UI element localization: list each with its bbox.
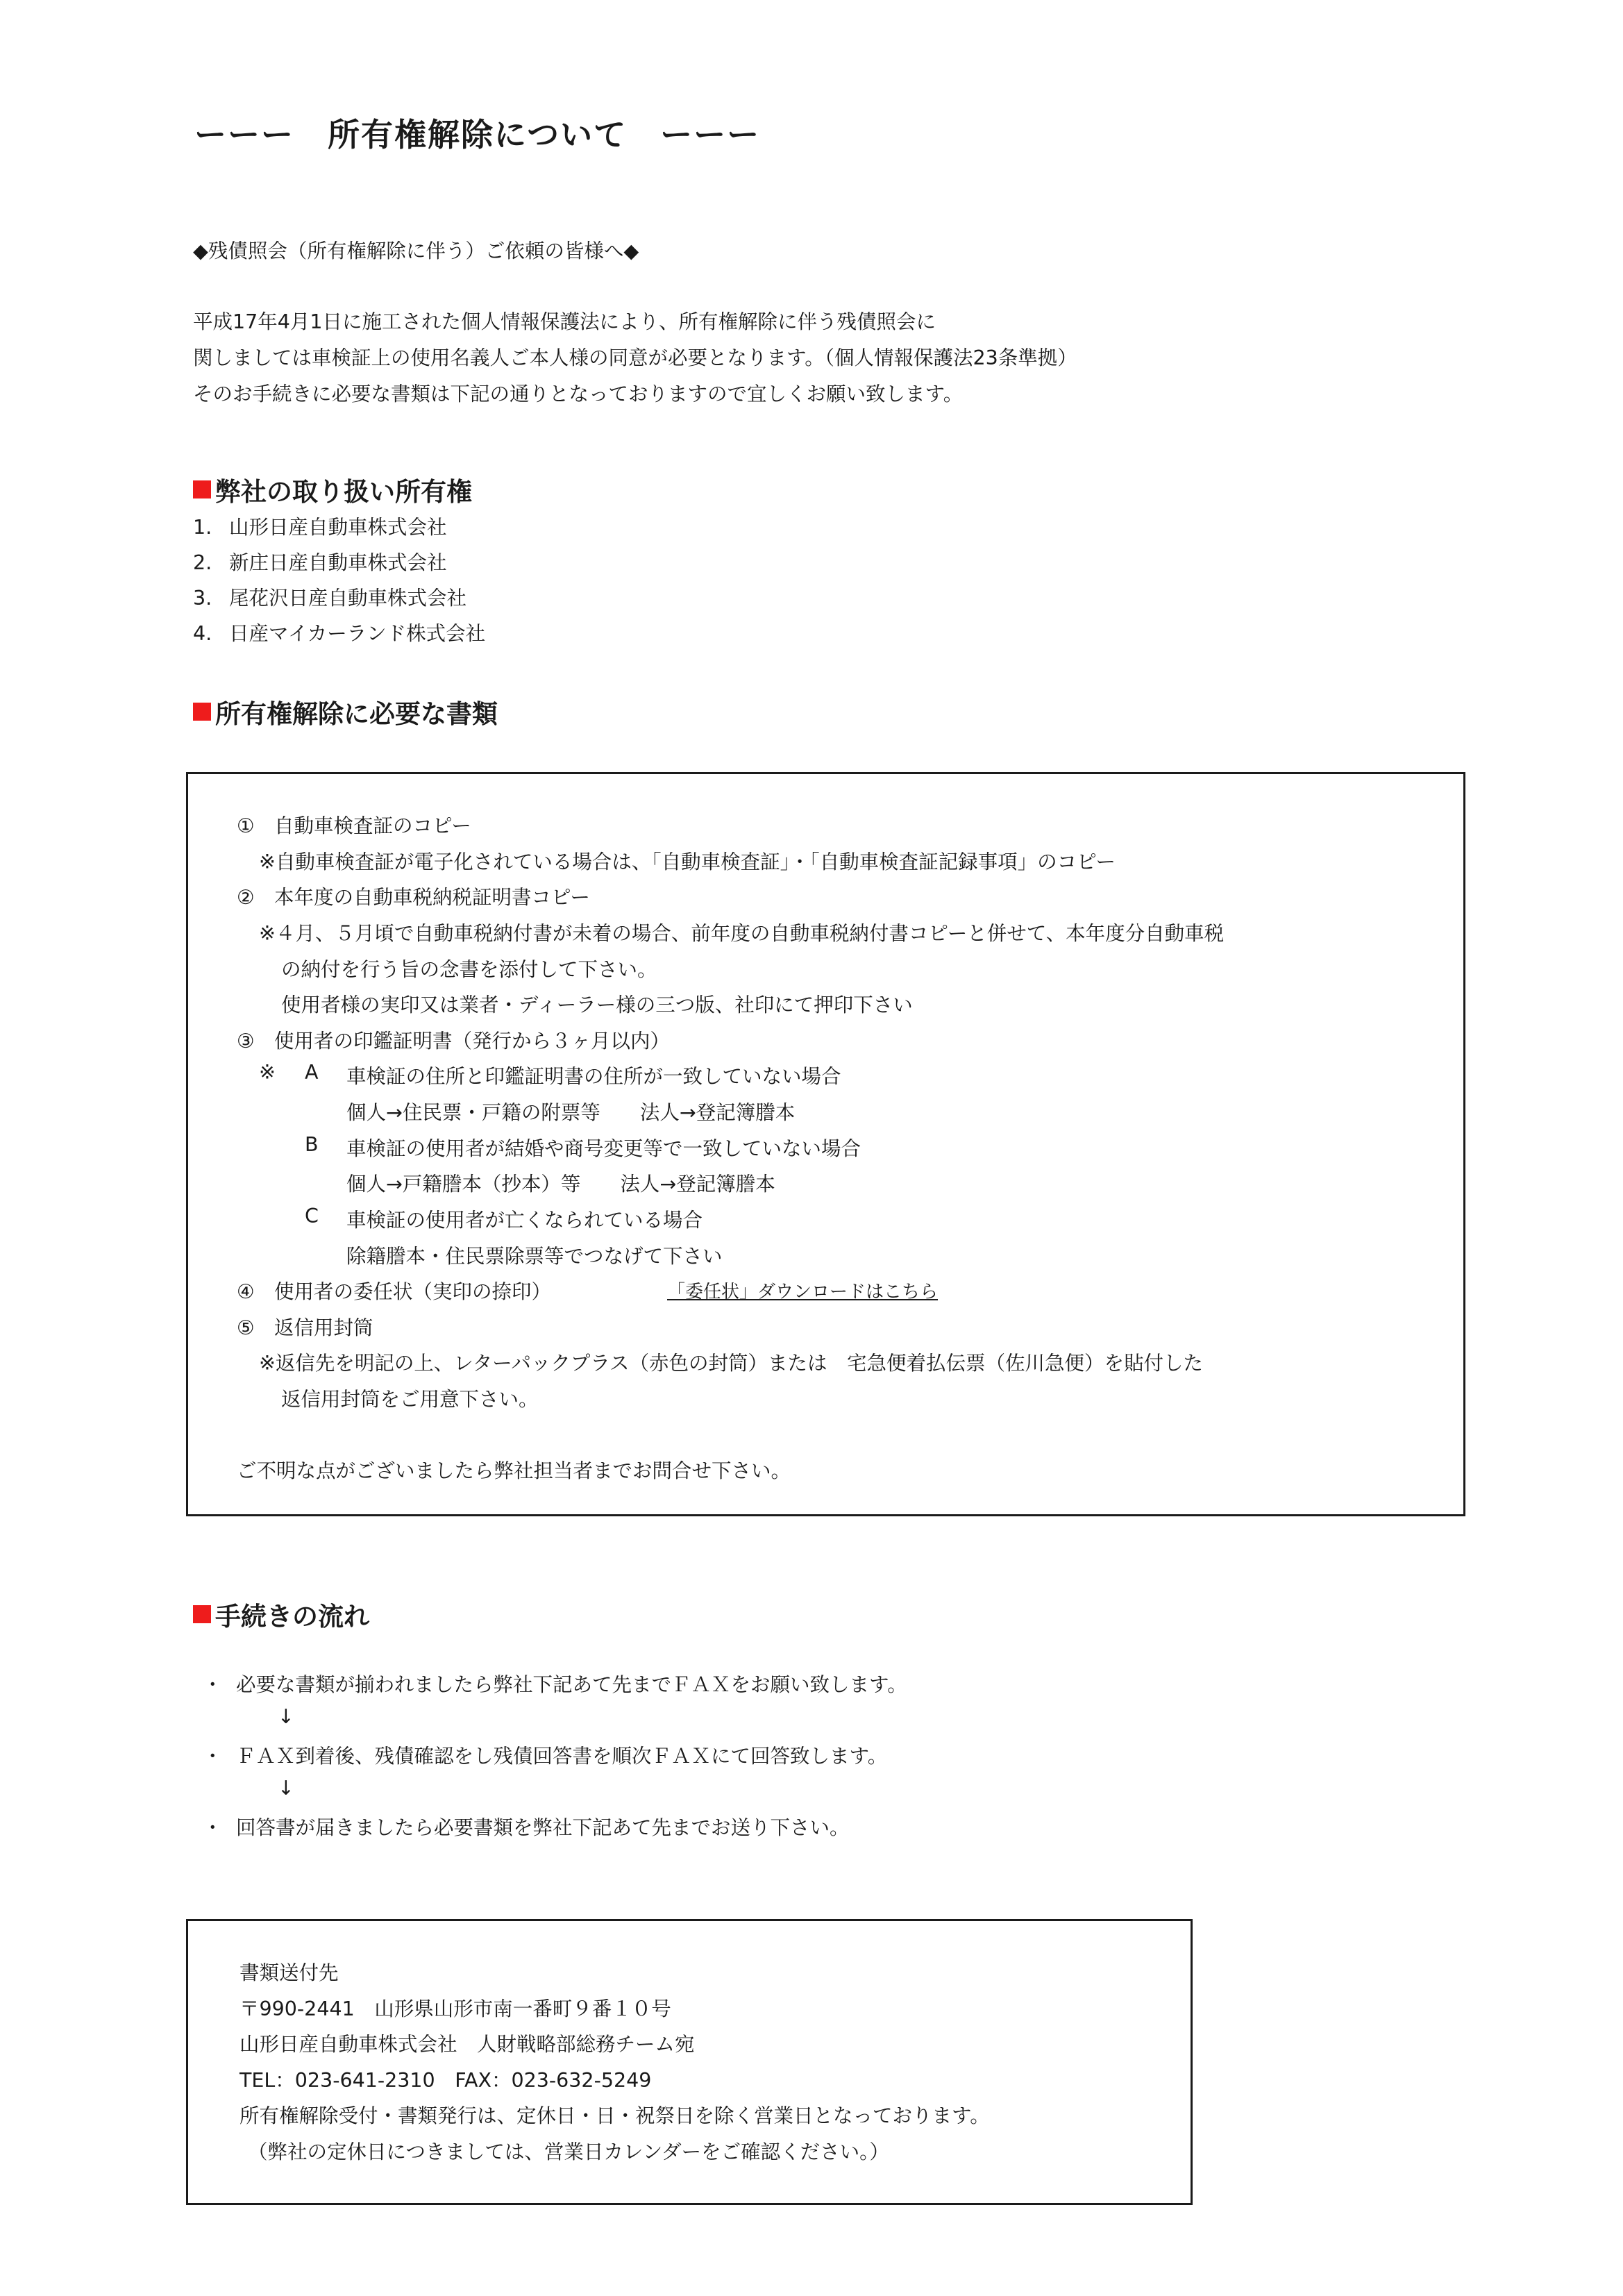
required-documents-box [186,772,1465,1516]
ownership-list [193,510,485,651]
list-item [193,545,485,580]
doc-note: 使用者様の実印又は業者・ディーラー様の三つ版、社印にて押印下さい [281,994,913,1016]
case-label-c: C [305,1205,319,1227]
doc-note: ※自動車検査証が電子化されている場合は、「自動車検査証」・「自動車検査証記録事項」のコピー [259,850,1116,873]
bullet: ・ [203,1745,223,1768]
case-label-b: B [305,1133,319,1156]
section-heading-text: 手続きの流れ [215,1602,369,1632]
case-text: 車検証の使用者が結婚や商号変更等で一致していない場合 [346,1137,861,1160]
red-square-icon [193,1605,211,1623]
intro-line: 平成17年4月1日に施工された個人情報保護法により、所有権解除に伴う残債照会に [193,310,936,333]
case-sub: 個人→住民票・戸籍の附票等 法人→登記簿謄本 [346,1101,796,1124]
section-heading-text: 弊社の取り扱い所有権 [215,477,472,507]
doc-note: ※４月、５月頃で自動車税納付書が未着の場合、前年度の自動車税納付書コピーと併せて、本年度分自動車税 [259,922,1225,945]
address-recipient: 山形日産自動車株式会社 人財戦略部総務チーム宛 [239,2033,695,2056]
list-text: 新庄日産自動車株式会社 [229,551,447,574]
doc-note: ※返信先を明記の上、レターパックプラス（赤色の封筒）または 宅急便着払伝票（佐川急便）を貼付した [259,1352,1203,1375]
section-heading-ownership [193,471,472,508]
case-sub: 個人→戸籍謄本（抄本）等 法人→登記簿謄本 [346,1173,775,1196]
flow-step: 回答書が届きましたら必要書類を弊社下記あて先までお送り下さい。 [236,1816,850,1839]
red-square-icon [193,703,211,721]
doc-note: 返信用封筒をご用意下さい。 [281,1388,539,1411]
doc-item-3: ③ 使用者の印鑑証明書（発行から３ヶ月以内） [237,1030,671,1053]
list-number: 2. [193,551,212,574]
list-item [193,510,485,545]
list-number: 3. [193,587,212,610]
business-hours-note: 所有権解除受付・書類発行は、定休日・日・祝祭日を除く営業日となっております。 [239,2104,990,2127]
doc-item-4: ④ 使用者の委任状（実印の捺印） [237,1280,552,1303]
case-label-a: A [305,1061,319,1084]
doc-item-2: ② 本年度の自動車税納税証明書コピー [237,886,590,909]
document-address-box [186,1919,1193,2205]
flow-step: 必要な書類が揃われましたら弊社下記あて先までＦＡＸをお願い致します。 [236,1673,907,1696]
address-postal: 〒990-2441 山形県山形市南一番町９番１０号 [239,1997,671,2020]
power-of-attorney-download-link[interactable]: 「委任状」ダウンロードはこちら [667,1282,939,1302]
intro-line: 関しましては車検証上の使用名義人ご本人様の同意が必要となります。（個人情報保護法23条準拠） [193,346,1077,369]
inquiry-note: ご不明な点がございましたら弊社担当者までお問合せ下さい。 [237,1459,791,1482]
list-item [193,580,485,616]
page-title: ーーー 所有権解除について ーーー [194,116,761,153]
list-number: 4. [193,622,212,645]
red-square-icon [193,480,211,498]
holiday-note: （弊社の定休日につきましては、営業日カレンダーをご確認ください。） [248,2140,889,2163]
section-heading-text: 所有権解除に必要な書類 [215,699,498,729]
doc-item-1: ① 自動車検査証のコピー [237,814,471,837]
address-contact: TEL：023-641-2310 FAX：023-632-5249 [239,2069,652,2092]
case-text: 車検証の使用者が亡くなられている場合 [346,1209,703,1232]
doc-note: の納付を行う旨の念書を添付して下さい。 [281,958,657,981]
intro-paragraph [193,304,1077,412]
list-text: 日産マイカーランド株式会社 [229,622,486,645]
list-item [193,616,485,651]
list-number: 1. [193,516,212,539]
note-mark: ※ [259,1061,276,1084]
list-text: 尾花沢日産自動車株式会社 [229,587,467,610]
case-text: 車検証の住所と印鑑証明書の住所が一致していない場合 [346,1065,841,1088]
bullet: ・ [203,1673,223,1696]
bullet: ・ [203,1816,223,1839]
list-text: 山形日産自動車株式会社 [229,516,447,539]
section-heading-documents [193,693,498,730]
section-heading-procedure [193,1595,369,1633]
down-arrow-icon: ↓ [278,1705,294,1728]
flow-step: ＦＡＸ到着後、残債確認をし残債回答書を順次ＦＡＸにて回答致します。 [236,1745,888,1768]
intro-heading: ◆残債照会（所有権解除に伴う）ご依頼の皆様へ◆ [193,240,639,262]
down-arrow-icon: ↓ [278,1777,294,1800]
case-sub: 除籍謄本・住民票除票等でつなげて下さい [346,1245,723,1268]
address-heading: 書類送付先 [239,1961,339,1984]
intro-line: そのお手続きに必要な書類は下記の通りとなっておりますので宜しくお願い致します。 [193,383,964,405]
doc-item-5: ⑤ 返信用封筒 [237,1316,373,1339]
